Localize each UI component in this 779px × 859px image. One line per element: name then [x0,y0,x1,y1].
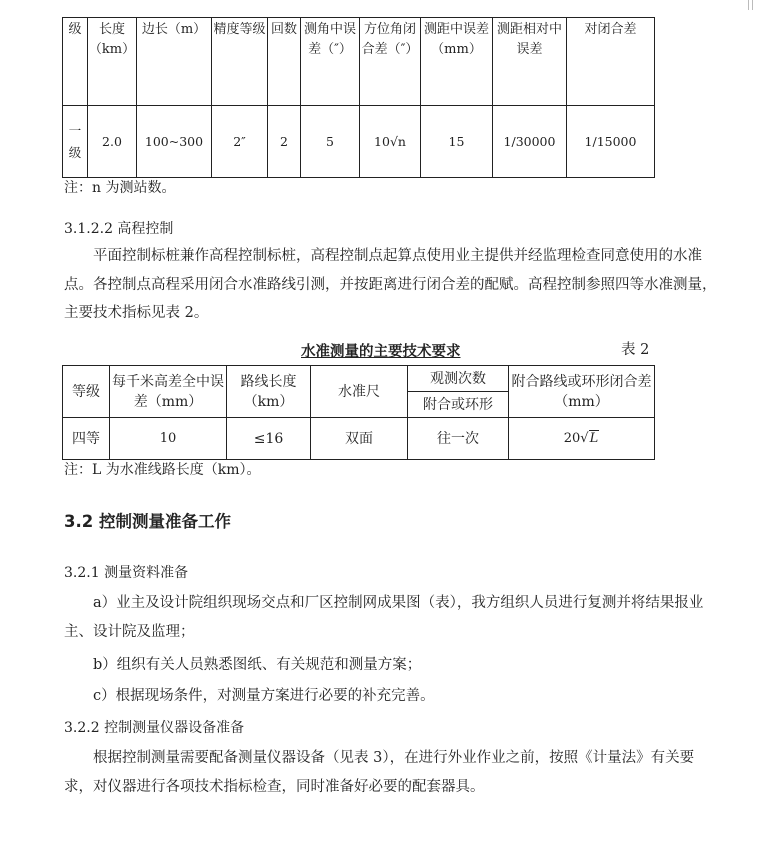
table-subheader: 附合或环形 [408,392,509,418]
table-cell: 双面 [311,418,408,460]
table-header: 回数 [268,18,301,106]
table-note: 注：n 为测站数。 [64,180,176,196]
table-header: 观测次数 [408,366,509,392]
table-cell: 10 [110,418,227,460]
table-cell: ≤16 [227,418,311,460]
paragraph: 平面控制标桩兼作高程控制标桩，高程控制点起算点使用业主提供并经监理检查同意使用的水准点。各控制点高程采用闭合水准路线引测，并按距离进行闭合差的配赋。高程控制参照四等水准测量，主要技术指标见表 2。 [64,248,717,321]
table-header: 长度（km） [88,18,137,106]
table-cell: 5 [301,106,360,178]
table-cell: 1/15000 [567,106,655,178]
table-cell: 往一次 [408,418,509,460]
margin-mark [752,0,753,10]
table-cell: 15 [421,106,493,178]
list-item: c）根据现场条件，对测量方案进行必要的补充完善。 [93,688,435,704]
section-heading: 3.1.2.2 高程控制 [64,221,174,237]
sqrt-sign: √ [580,430,589,446]
table-cell: 2.0 [88,106,137,178]
table-header: 级 [63,18,88,106]
table-cell [360,106,421,178]
section-heading: 3.2 控制测量准备工作 [64,512,231,531]
table-header: 测距中误差（mm） [421,18,493,106]
table-header: 对闭合差 [567,18,655,106]
table-header: 测角中误差（″） [301,18,360,106]
section-heading: 3.2.2 控制测量仪器设备准备 [64,720,245,736]
table-cell: 一级 [63,106,88,178]
formula-coef: 10 [374,133,390,149]
table-cell [509,418,655,460]
table-header: 附合路线或环形闭合差（mm） [509,366,655,418]
control-accuracy-table [62,17,655,178]
formula-coef: 20 [563,430,581,446]
paragraph: 根据控制测量需要配备测量仪器设备（见表 3），在进行外业作业之前，按照《计量法》有关要求，对仪器进行各项技术指标检查，同时准备好必要的配套器具。 [64,750,695,795]
table-header: 方位角闭合差（″） [360,18,421,106]
table-cell: 1/30000 [493,106,567,178]
table-label: 表 2 [621,342,650,358]
table-header: 每千米高差全中误差（mm） [110,366,227,418]
table-header: 路线长度（km） [227,366,311,418]
table-cell: 四等 [63,418,110,460]
section-heading: 3.2.1 测量资料准备 [64,565,189,581]
table-header: 精度等级 [212,18,268,106]
formula-var: n [397,133,406,149]
list-item: b）组织有关人员熟悉图纸、有关规范和测量方案； [93,657,422,673]
table-cell: 2″ [212,106,268,178]
table-header: 边长（m） [137,18,212,106]
list-item: a）业主及设计院组织现场交点和厂区控制网成果图（表），我方组织人员进行复测并将结果报业主、设计院及监理； [64,595,704,640]
table-header: 等级 [63,366,110,418]
table-cell: 2 [268,106,301,178]
sqrt-sign: √ [389,133,398,149]
formula-var: L [589,430,599,446]
table-caption: 水准测量的主要技术要求 [301,343,461,360]
table-note: 注：L 为水准线路长度（km）。 [64,462,261,478]
leveling-requirements-table [62,365,655,460]
table-header: 测距相对中误差 [493,18,567,106]
table-cell: 100~300 [137,106,212,178]
margin-mark [748,0,749,10]
table-header: 水准尺 [311,366,408,418]
